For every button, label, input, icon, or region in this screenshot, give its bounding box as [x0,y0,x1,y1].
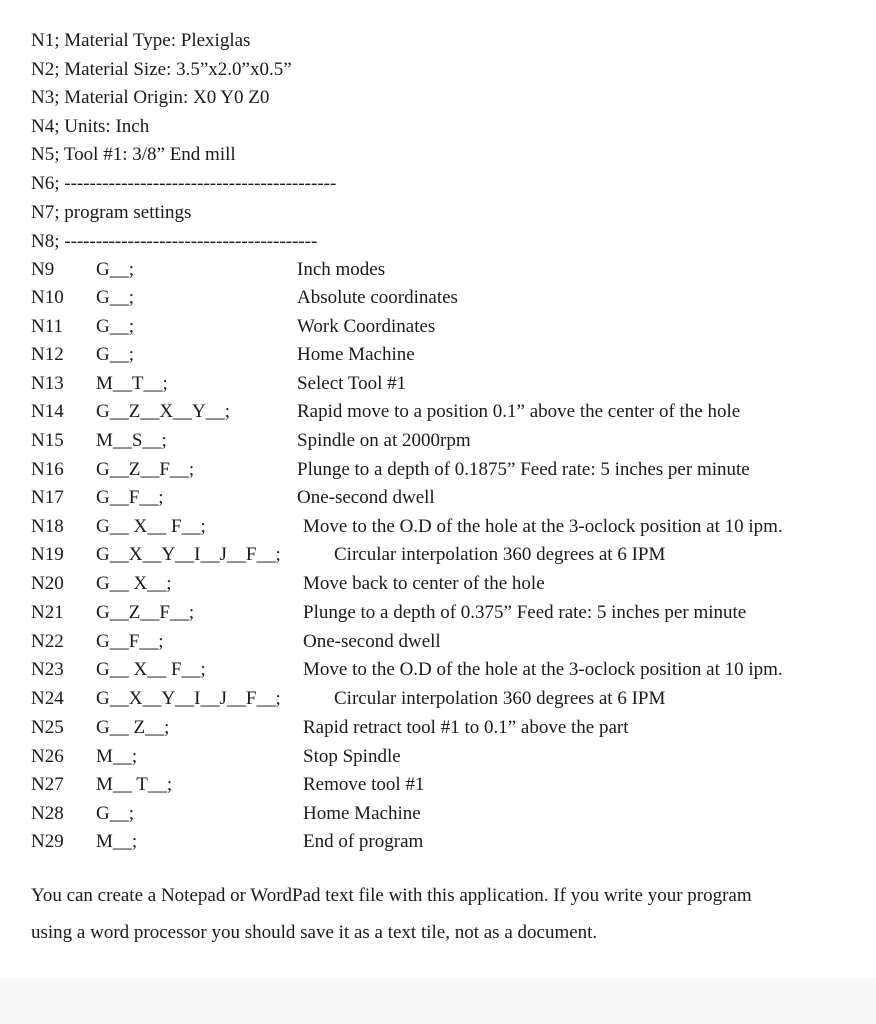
g-code: G__; [96,287,134,308]
line-number: N25 [31,717,64,738]
program-line [0,746,876,770]
line-comment: Remove tool #1 [303,774,425,795]
line-number: N13 [31,373,64,394]
footer-note-line-2: using a word processor you should save it as a text tile, not as a document. [31,922,598,943]
line-number: N15 [31,430,64,451]
g-code: G__X__Y__I__J__F__; [96,688,281,709]
program-line [0,487,876,511]
line-comment: Circular interpolation 360 degrees at 6 IPM [334,688,666,709]
g-code: G__; [96,344,134,365]
line-comment: Inch modes [297,259,386,280]
line-number: N18 [31,516,64,537]
line-number: N23 [31,659,64,680]
header-line-n3: N3; Material Origin: X0 Y0 Z0 [31,87,270,108]
line-number: N22 [31,631,64,652]
line-number: N28 [31,803,64,824]
program-line [0,287,876,311]
line-comment: Stop Spindle [303,746,401,767]
program-line [0,717,876,741]
g-code: M__T__; [96,373,168,394]
program-line [0,401,876,425]
program-line [0,259,876,283]
line-number: N16 [31,459,64,480]
line-comment: Rapid retract tool #1 to 0.1” above the part [303,717,629,738]
program-line [0,516,876,540]
program-line [0,659,876,683]
line-comment: Move to the O.D of the hole at the 3-oclock position at 10 ipm. [303,516,783,537]
program-line [0,316,876,340]
program-line [0,803,876,827]
line-number: N10 [31,287,64,308]
g-code: M__; [96,746,138,767]
footer-note-line-1: You can create a Notepad or WordPad text file with this application. If you write your program [31,885,752,906]
line-comment: Move back to center of the hole [303,573,545,594]
g-code: G__ Z__; [96,717,170,738]
program-line [0,344,876,368]
line-comment: Rapid move to a position 0.1” above the center of the hole [297,401,741,422]
program-line [0,602,876,626]
program-line [0,430,876,454]
g-code: G__; [96,316,134,337]
g-code: G__ X__; [96,573,172,594]
program-line [0,774,876,798]
program-line [0,631,876,655]
g-code: M__S__; [96,430,167,451]
line-number: N29 [31,831,64,852]
line-number: N19 [31,544,64,565]
g-code: M__; [96,831,138,852]
line-comment: Work Coordinates [297,316,436,337]
line-comment: One-second dwell [297,487,435,508]
header-line-n6: N6; ------------------------------------------- [31,173,337,194]
line-comment: Home Machine [303,803,421,824]
line-comment: End of program [303,831,424,852]
line-comment: Move to the O.D of the hole at the 3-oclock position at 10 ipm. [303,659,783,680]
g-code: G__Z__F__; [96,602,195,623]
program-line [0,373,876,397]
header-line-n5: N5; Tool #1: 3/8” End mill [31,144,236,165]
program-line [0,544,876,568]
line-number: N14 [31,401,64,422]
line-comment: Plunge to a depth of 0.1875” Feed rate: 5 inches per minute [297,459,750,480]
g-code: G__Z__F__; [96,459,195,480]
g-code: G__; [96,259,134,280]
g-code: G__ X__ F__; [96,659,206,680]
program-line [0,831,876,855]
line-number: N17 [31,487,64,508]
g-code: G__; [96,803,134,824]
program-line [0,573,876,597]
line-number: N24 [31,688,64,709]
g-code: G__X__Y__I__J__F__; [96,544,281,565]
line-comment: Absolute coordinates [297,287,458,308]
line-number: N9 [31,259,55,280]
line-number: N20 [31,573,64,594]
line-number: N12 [31,344,64,365]
header-line-n2: N2; Material Size: 3.5”x2.0”x0.5” [31,59,292,80]
header-line-n4: N4; Units: Inch [31,116,150,137]
g-code: G__F__; [96,487,164,508]
program-line [0,459,876,483]
header-line-n8: N8; ---------------------------------------- [31,231,318,252]
g-code: G__ X__ F__; [96,516,206,537]
line-comment: Circular interpolation 360 degrees at 6 IPM [334,544,666,565]
line-number: N27 [31,774,64,795]
line-comment: Plunge to a depth of 0.375” Feed rate: 5 inches per minute [303,602,747,623]
header-line-n7: N7; program settings [31,202,192,223]
program-line [0,688,876,712]
line-number: N21 [31,602,64,623]
line-comment: One-second dwell [303,631,441,652]
header-line-n1: N1; Material Type: Plexiglas [31,30,251,51]
line-comment: Spindle on at 2000rpm [297,430,471,451]
line-number: N11 [31,316,64,337]
g-code: G__Z__X__Y__; [96,401,231,422]
g-code: G__F__; [96,631,164,652]
g-code: M__ T__; [96,774,173,795]
line-number: N26 [31,746,64,767]
line-comment: Select Tool #1 [297,373,407,394]
line-comment: Home Machine [297,344,415,365]
